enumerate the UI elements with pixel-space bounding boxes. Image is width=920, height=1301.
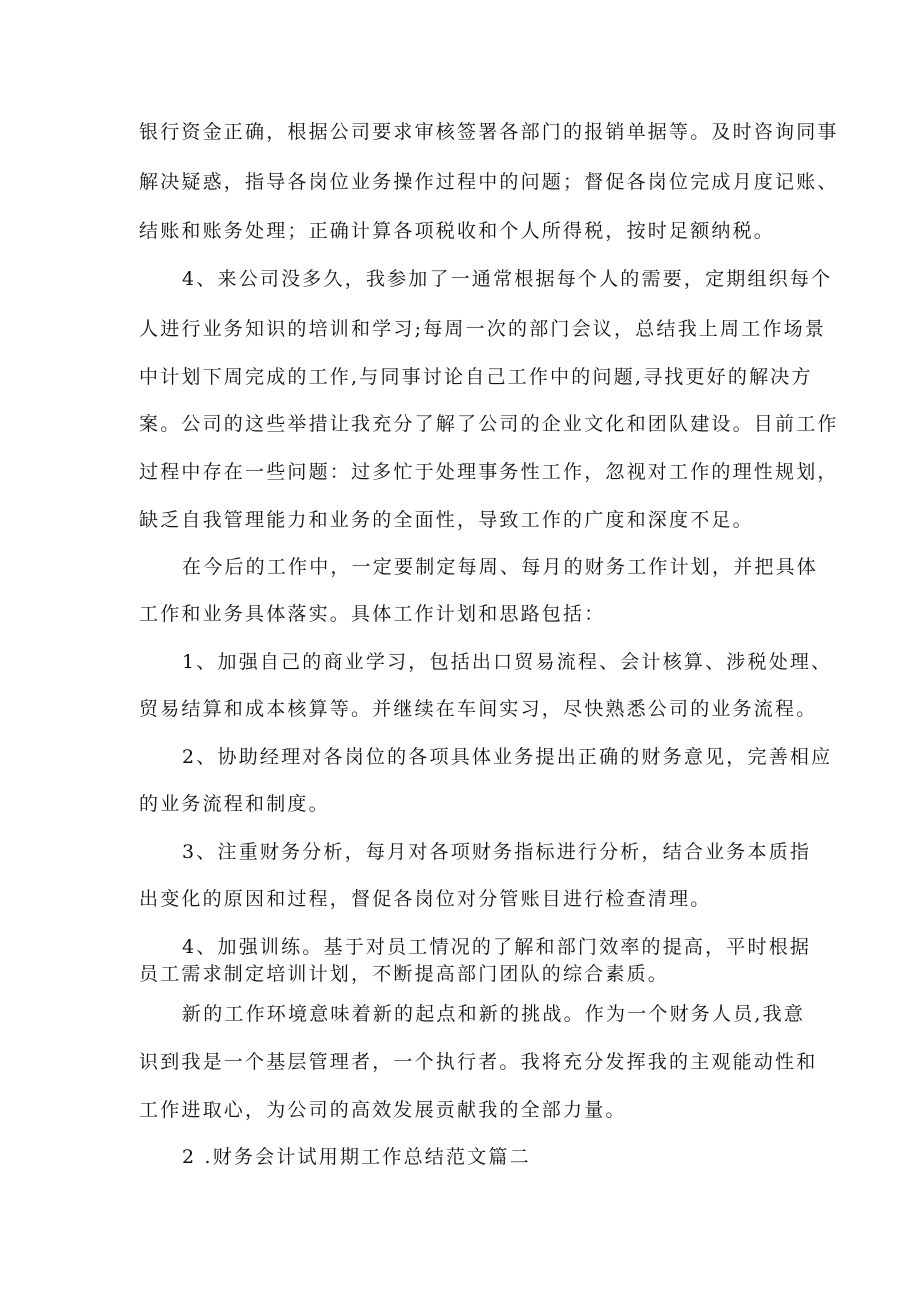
text-line: 在今后的工作中，一定要制定每周、每月的财务工作计划，并把具体 [182,556,819,578]
text-line: 缺乏自我管理能力和业务的全面性，导致工作的广度和深度不足。 [139,509,754,531]
text-line: 4、来公司没多久，我参加了一通常根据每个人的需要，定期组织每个 [182,268,833,290]
text-line: 新的工作环境意味着新的起点和新的挑战。作为一个财务人员,我意 [182,1003,806,1025]
text-line: 案。公司的这些举措让我充分了解了公司的企业文化和团队建设。目前工作 [139,413,839,435]
text-line: 中计划下周完成的工作,与同事讨论自己工作中的问题,寻找更好的解决方 [139,366,813,388]
text-line: 出变化的原因和过程，督促各岗位对分管账目进行检查清理。 [139,888,712,910]
text-line: 工作进取心，为公司的高效发展贡献我的全部力量。 [139,1099,627,1121]
text-line: 人进行业务知识的培训和学习;每周一次的部门会议，总结我上周工作场景 [139,318,827,340]
text-line: 1、加强自己的商业学习，包括出口贸易流程、会计核算、涉税处理、 [182,651,833,673]
section-heading: 2 .财务会计试用期工作总结范文篇二 [182,1146,531,1168]
text-line: 4、加强训练。基于对员工情况的了解和部门效率的提高，平时根据 [182,936,812,958]
text-line: 解决疑惑，指导各岗位业务操作过程中的问题；督促各岗位完成月度记账、 [139,171,839,193]
text-line: 过程中存在一些问题：过多忙于处理事务性工作，忽视对工作的理性规划， [139,461,839,483]
text-line: 2、协助经理对各岗位的各项具体业务提出正确的财务意见，完善相应 [182,746,833,768]
text-line: 识到我是一个基层管理者，一个执行者。我将充分发挥我的主观能动性和 [139,1051,818,1073]
text-line: 的业务流程和制度。 [139,793,330,815]
text-line: 员工需求制定培训计划，不断提高部门团队的综合素质。 [139,963,670,985]
text-line: 银行资金正确，根据公司要求审核签署各部门的报销单据等。及时咨询同事 [139,121,839,143]
text-line: 结账和账务处理；正确计算各项税收和个人所得税，按时足额纳税。 [139,220,776,242]
text-line: 贸易结算和成本核算等。并继续在车间实习，尽快熟悉公司的业务流程。 [139,698,818,720]
text-line: 工作和业务具体落实。具体工作计划和思路包括： [139,603,606,625]
text-line: 3、注重财务分析，每月对各项财务指标进行分析，结合业务本质指 [182,841,812,863]
